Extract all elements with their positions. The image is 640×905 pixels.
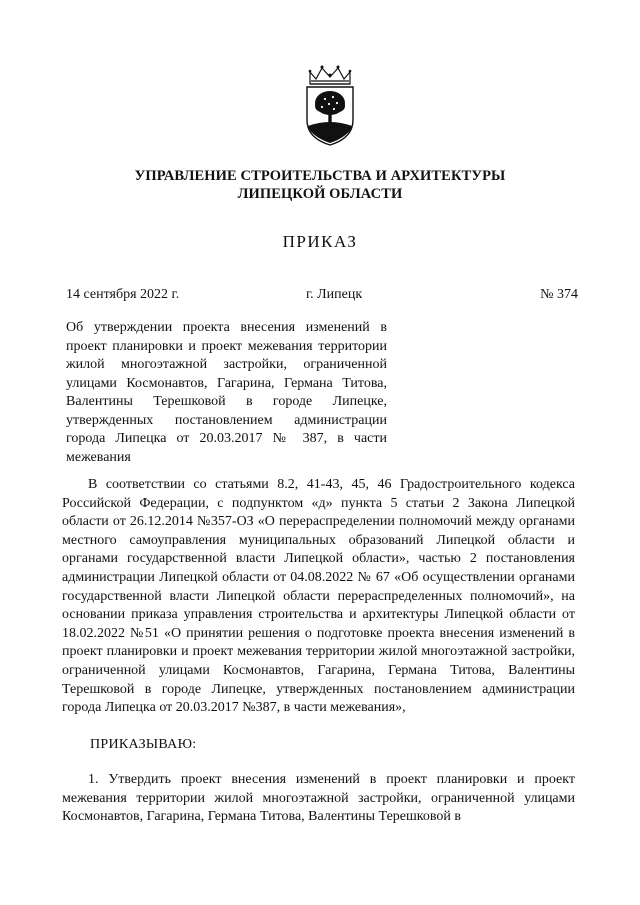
document-date: 14 сентября 2022 г. <box>66 287 180 302</box>
document-number: № 374 <box>540 287 578 302</box>
order-heading: ПРИКАЗЫВАЮ: <box>90 737 197 752</box>
order-item-1: 1. Утвердить проект внесения изменений в проект планировки и проект межевания территории жилой многоэтажной застройки, ограниченной улицами Космонавтов, Гагарина, Германа Титова, Валентины Терешковой в <box>62 772 575 825</box>
preamble-paragraph: В соответствии со статьями 8.2, 41-43, 45, 46 Градостроительного кодекса Российской Федерации, с подпунктом «д» пункта 5 статьи 2 Закона Липецкой области от 26.12.2014 №357-ОЗ «О перераспределении полномочий между органами местного самоуправления муниципальных образований Липецкой области и органами государственной власти Липецкой области», частью 2 постановления администрации Липецкой области от 04.08.2022 № 67 «Об осуществлении органами государственной власти Липецкой области перераспределенных полномочий», на основании приказа управления строительства и архитектуры Липецкой области от 18.02.2022 №51 «О принятии решения о подготовке проекта внесения изменений в проект планировки и проект межевания территории жилой многоэтажной застройки, ограниченной улицами Космонавтов, Гагарина, Германа Титова, Валентины Терешковой в городе Липецке, утвержденных постановлением администрации города Липецка от 20.03.2017 №387, в части межевания», <box>62 477 575 716</box>
organization-name-line2: ЛИПЕЦКОЙ ОБЛАСТИ <box>237 186 403 202</box>
document-type-title: ПРИКАЗ <box>282 232 358 251</box>
document-city: г. Липецк <box>306 287 363 302</box>
document-subject: Об утверждении проекта внесения изменений в проект планировки и проект межевания территории жилой многоэтажной застройки, ограниченной улицами Космонавтов, Гагарина, Германа Титова, Валентины Терешковой в городе Липецке, утвержденных постановлением администрации города Липецка от 20.03.2017 № 387, в части межевания <box>66 320 387 465</box>
organization-name-line1: УПРАВЛЕНИЕ СТРОИТЕЛЬСТВА И АРХИТЕКТУРЫ <box>134 168 506 184</box>
coat-of-arms-icon <box>300 62 360 148</box>
